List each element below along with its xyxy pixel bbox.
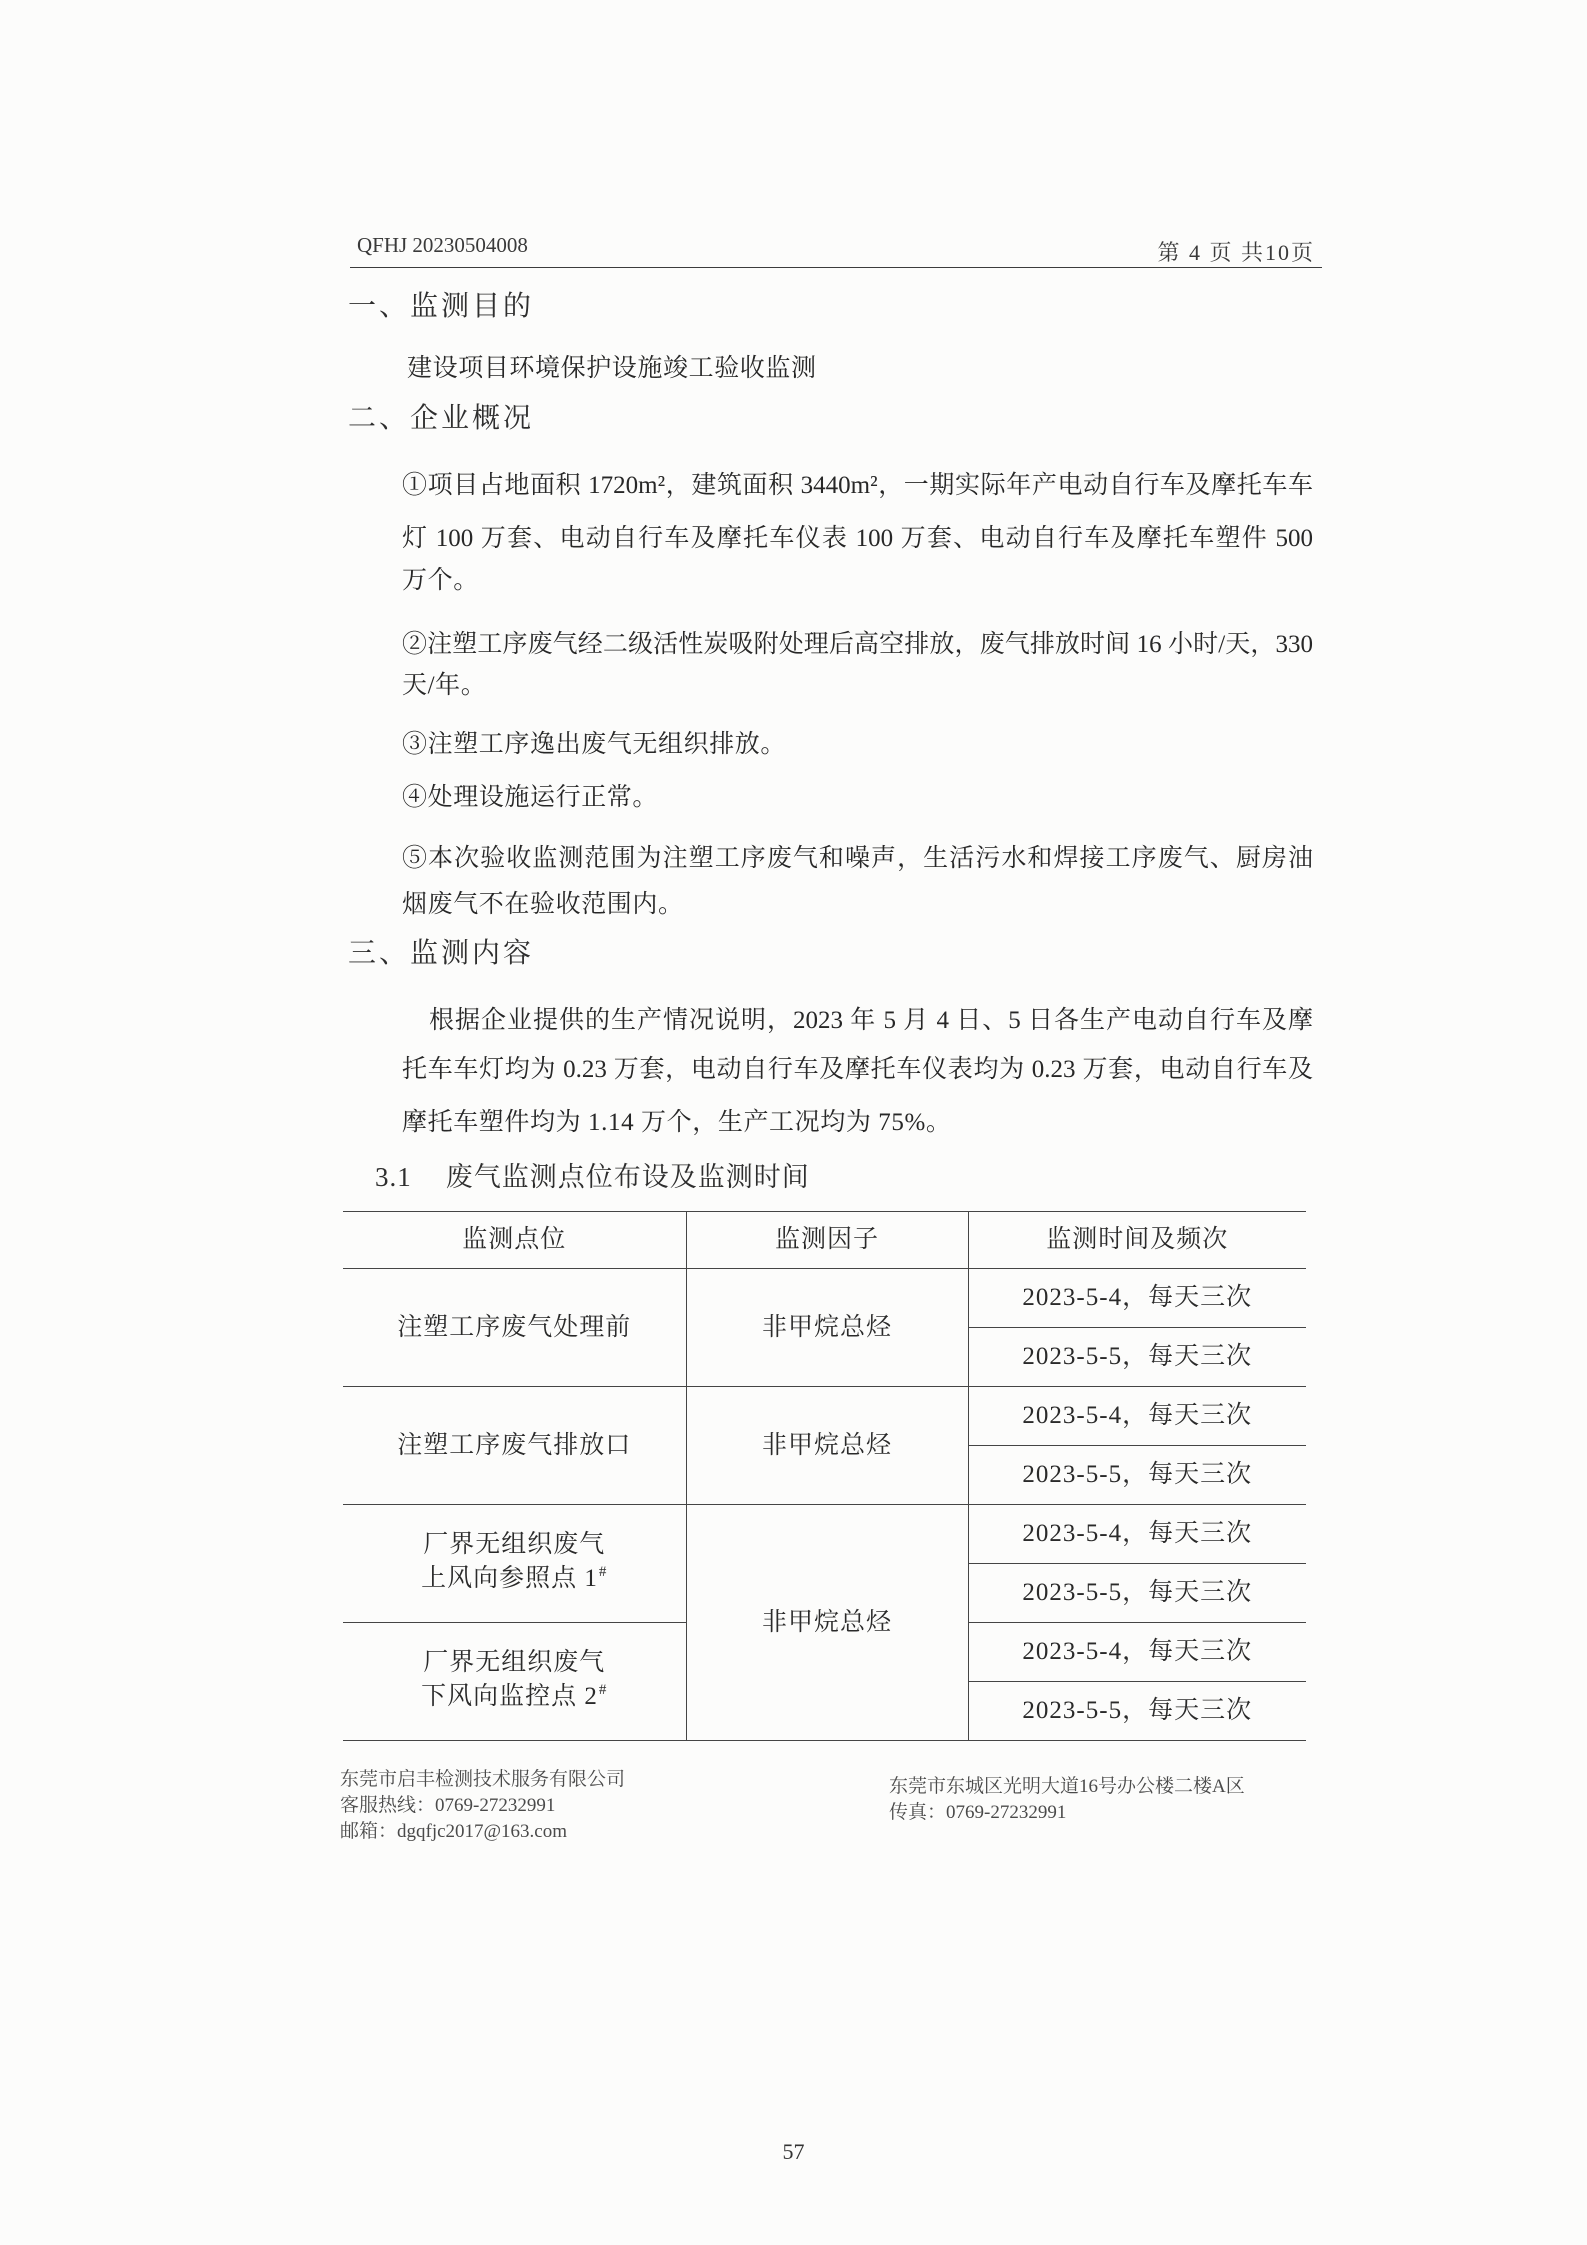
footer-address: 东莞市东城区光明大道16号办公楼二楼A区 [889, 1776, 1245, 1797]
monitoring-point-id: 下风向监控点 2 [421, 1683, 598, 1710]
content-paragraph-line-2: 托车车灯均为 0.23 万套，电动自行车及摩托车仪表均为 0.23 万套，电动自行车及 [402, 1056, 1313, 1083]
monitoring-point-cell [343, 1387, 686, 1505]
monitoring-time-cell: 2023-5-5，每天三次 [968, 1682, 1306, 1741]
overview-item-2-line-2: 天/年。 [402, 672, 487, 699]
subsection-title: 废气监测点位布设及监测时间 [445, 1162, 810, 1192]
page-number: 57 [782, 2139, 805, 2164]
overview-item-1-line-3: 万个。 [402, 567, 479, 594]
report-number: QFHJ 20230504008 [357, 233, 528, 257]
table-row [343, 1505, 1306, 1564]
header-monitoring-time: 监测时间及频次 [968, 1212, 1306, 1269]
table-row [343, 1387, 1306, 1446]
overview-item-3: ③注塑工序逸出废气无组织排放。 [402, 731, 787, 758]
header-monitoring-factor: 监测因子 [686, 1212, 968, 1269]
page-info: 第 4 页 共10页 [1157, 240, 1315, 265]
monitoring-time-cell: 2023-5-4，每天三次 [968, 1387, 1306, 1446]
monitoring-point-id: 上风向参照点 1 [421, 1565, 598, 1592]
overview-item-5-line-1: ⑤本次验收监测范围为注塑工序废气和噪声，生活污水和焊接工序废气、厨房油 [402, 845, 1313, 872]
header-monitoring-point: 监测点位 [343, 1212, 686, 1269]
monitoring-factor-cell: 非甲烷总烃 [686, 1269, 968, 1387]
monitoring-point-label: 注塑工序废气处理前 [397, 1313, 632, 1341]
monitoring-point-cell [343, 1623, 686, 1741]
monitoring-time-cell: 2023-5-5，每天三次 [968, 1328, 1306, 1387]
footer-fax: 传真：0769-27232991 [889, 1802, 1067, 1823]
monitoring-point-cell [343, 1269, 686, 1387]
section-1-title: 一、监测目的 [348, 291, 535, 322]
monitoring-point-label: 厂界无组织废气 [423, 1649, 606, 1676]
footer-hotline: 客服热线：0769-27232991 [340, 1795, 556, 1816]
header-divider [350, 267, 1322, 268]
overview-item-2-line-1: ②注塑工序废气经二级活性炭吸附处理后高空排放，废气排放时间 16 小时/天，330 [402, 631, 1313, 658]
monitoring-point-label: 注塑工序废气排放口 [397, 1431, 632, 1459]
monitoring-point-sublabel [343, 1680, 686, 1717]
table-header-row [343, 1212, 1306, 1269]
overview-item-4: ④处理设施运行正常。 [402, 784, 659, 811]
point-superscript: # [598, 1564, 608, 1580]
section-1-text: 建设项目环境保护设施竣工验收监测 [407, 355, 817, 382]
monitoring-point-cell [343, 1505, 686, 1623]
point-superscript: # [598, 1682, 608, 1698]
subsection-number: 3.1 [375, 1162, 412, 1192]
monitoring-time-cell: 2023-5-4，每天三次 [968, 1505, 1306, 1564]
subsection-heading [375, 1159, 810, 1195]
content-paragraph-line-1: 根据企业提供的生产情况说明，2023 年 5 月 4 日、5 日各生产电动自行车及摩 [429, 1007, 1313, 1034]
overview-item-1-line-1: ①项目占地面积 1720m²，建筑面积 3440m²，一期实际年产电动自行车及摩托车车 [402, 472, 1313, 499]
monitoring-time-cell: 2023-5-4，每天三次 [968, 1623, 1306, 1682]
monitoring-time-cell: 2023-5-4，每天三次 [968, 1269, 1306, 1328]
overview-item-1-line-2: 灯 100 万套、电动自行车及摩托车仪表 100 万套、电动自行车及摩托车塑件 500 [402, 525, 1313, 552]
monitoring-point-sublabel [343, 1562, 686, 1599]
table-row [343, 1269, 1306, 1328]
footer-company: 东莞市启丰检测技术服务有限公司 [340, 1769, 626, 1790]
content-paragraph-line-3: 摩托车塑件均为 1.14 万个，生产工况均为 75%。 [402, 1109, 952, 1136]
footer-email: 邮箱：dgqfjc2017@163.com [340, 1821, 567, 1842]
monitoring-factor-cell: 非甲烷总烃 [686, 1505, 968, 1741]
monitoring-time-cell: 2023-5-5，每天三次 [968, 1446, 1306, 1505]
monitoring-factor-cell: 非甲烷总烃 [686, 1387, 968, 1505]
monitoring-schedule-table [343, 1211, 1306, 1741]
monitoring-time-cell: 2023-5-5，每天三次 [968, 1564, 1306, 1623]
section-2-title: 二、企业概况 [348, 403, 535, 434]
section-3-title: 三、监测内容 [348, 938, 535, 969]
monitoring-point-label: 厂界无组织废气 [423, 1531, 606, 1558]
overview-item-5-line-2: 烟废气不在验收范围内。 [402, 891, 684, 918]
